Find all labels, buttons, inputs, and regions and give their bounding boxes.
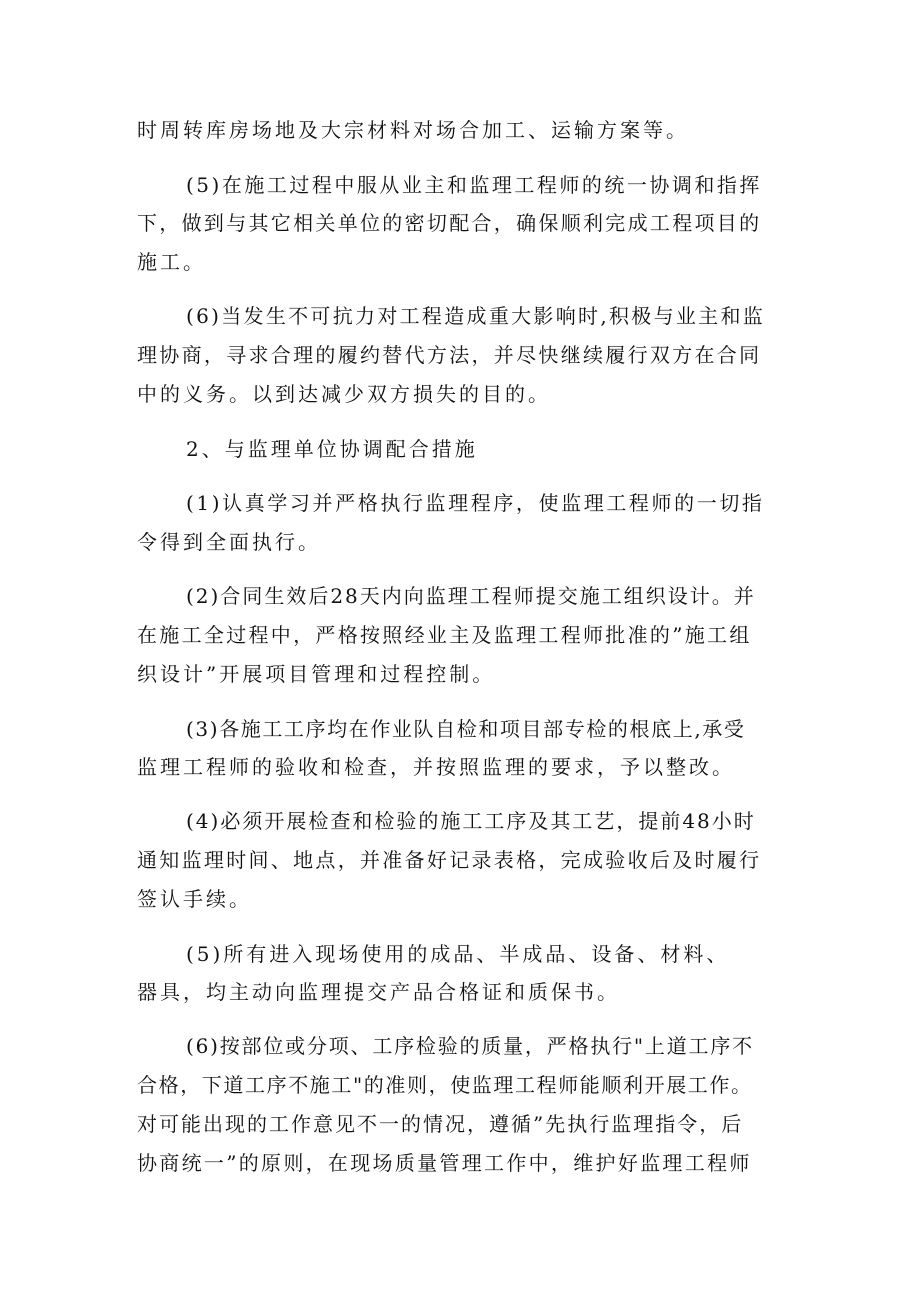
- text-line: 合格，下道工序不施工"的准则，使监理工程师能顺利开展工作。: [137, 1073, 753, 1097]
- text-line: (2)合同生效后28天内向监理工程师提交施工组织设计。并: [186, 584, 756, 608]
- text-line: 令得到全面执行。: [137, 530, 321, 554]
- text-line: 通知监理时间、地点，并准备好记录表格，完成验收后及时履行: [137, 848, 762, 872]
- text-line: 对可能出现的工作意见不一的情况，遵循”先执行监理指令，后: [137, 1112, 744, 1136]
- text-line: 协商统一”的原则，在现场质量管理工作中，维护好监理工程师: [137, 1151, 752, 1175]
- text-line: 织设计”开展项目管理和过程控制。: [137, 662, 496, 686]
- text-line: 器具，均主动向监理提交产品合格证和质保书。: [137, 980, 620, 1004]
- text-line: 签认手续。: [137, 887, 252, 911]
- text-line: 监理工程师的验收和检查，并按照监理的要求，予以整改。: [137, 755, 735, 779]
- text-line: (5)所有进入现场使用的成品、半成品、设备、材料、: [186, 942, 730, 966]
- text-line: 在施工全过程中，严格按照经业主及监理工程师批准的”施工组: [137, 623, 752, 647]
- text-line: (3)各施工工序均在作业队自检和项目部专检的根底上,承受: [186, 717, 746, 741]
- text-line: (1)认真学习并严格执行监理程序，使监理工程师的一切指: [186, 491, 765, 515]
- text-line: 中的义务。以到达减少双方损失的目的。: [137, 382, 551, 406]
- text-line: 下，做到与其它相关单位的密切配合，确保顺利完成工程项目的: [137, 211, 762, 235]
- text-line: (6)按部位或分项、工序检验的质量，严格执行"上道工序不: [186, 1034, 754, 1058]
- text-line: 施工。: [137, 250, 206, 274]
- text-line: (5)在施工过程中服从业主和监理工程师的统一协调和指挥: [186, 173, 762, 197]
- text-line: (6)当发生不可抗力对工程造成重大影响时,积极与业主和监: [186, 304, 766, 328]
- section-heading: 2、与监理单位协调配合措施: [186, 437, 478, 461]
- text-line: (4)必须开展检查和检验的施工工序及其工艺，提前48小时: [186, 809, 756, 833]
- text-line: 时周转库房场地及大宗材料对场合加工、运输方案等。: [137, 118, 689, 142]
- text-line: 理协商，寻求合理的履约替代方法，并尽快继续履行双方在合同: [137, 343, 762, 367]
